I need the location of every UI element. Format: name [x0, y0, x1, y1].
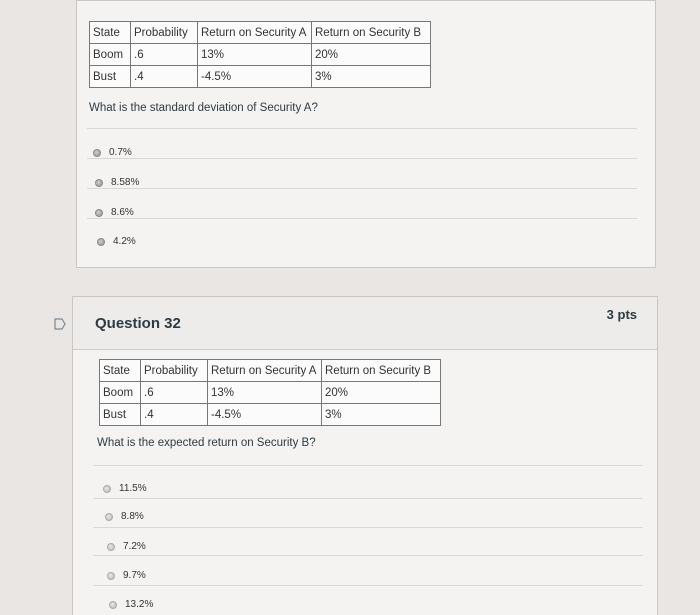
table-header-cell: Return on Security B	[322, 360, 441, 382]
divider	[93, 555, 643, 556]
question-31-card	[76, 0, 656, 268]
answer-label: 13.2%	[125, 599, 154, 610]
table-row	[90, 44, 431, 66]
divider	[87, 158, 637, 159]
divider	[93, 527, 643, 528]
table-cell: Bust	[90, 66, 131, 88]
radio-icon[interactable]	[107, 543, 115, 551]
question-header	[73, 297, 657, 350]
table-cell: 3%	[312, 66, 431, 88]
radio-icon[interactable]	[93, 149, 101, 157]
question-points: 3 pts	[606, 307, 637, 322]
table-cell: Boom	[100, 382, 141, 404]
divider	[93, 585, 643, 586]
table-header-row	[100, 360, 441, 382]
answer-option[interactable]	[107, 570, 146, 581]
flag-question-icon[interactable]	[54, 318, 66, 330]
answer-label: 9.7%	[123, 570, 146, 581]
table-header-cell: State	[90, 22, 131, 44]
table-header-cell: Probability	[141, 360, 208, 382]
answer-label: 7.2%	[123, 541, 146, 552]
question-32-card	[72, 296, 658, 615]
answer-option[interactable]	[97, 236, 136, 247]
radio-icon[interactable]	[97, 238, 105, 246]
table-cell: .4	[131, 66, 198, 88]
table-row	[100, 382, 441, 404]
answer-option[interactable]	[95, 207, 134, 218]
divider	[93, 465, 643, 466]
radio-icon[interactable]	[109, 601, 117, 609]
divider	[93, 498, 643, 499]
table-cell: -4.5%	[198, 66, 312, 88]
answer-option[interactable]	[107, 541, 146, 552]
answer-label: 0.7%	[109, 147, 132, 158]
answer-label: 8.8%	[121, 511, 144, 522]
table-cell: 20%	[322, 382, 441, 404]
answer-option[interactable]	[103, 483, 147, 494]
question-title: Question 32	[95, 315, 181, 332]
table-cell: 13%	[208, 382, 322, 404]
answer-label: 8.6%	[111, 207, 134, 218]
answer-option[interactable]	[109, 599, 153, 610]
divider	[87, 128, 637, 129]
radio-icon[interactable]	[95, 179, 103, 187]
table-cell: -4.5%	[208, 404, 322, 426]
table-row	[90, 66, 431, 88]
divider	[87, 188, 637, 189]
table-cell: .6	[131, 44, 198, 66]
table-row	[100, 404, 441, 426]
table-cell: .6	[141, 382, 208, 404]
answer-option[interactable]	[95, 177, 139, 188]
table-cell: Bust	[100, 404, 141, 426]
question-prompt: What is the expected return on Security B?	[97, 437, 316, 449]
table-header-row	[90, 22, 431, 44]
radio-icon[interactable]	[105, 513, 113, 521]
table-header-cell: State	[100, 360, 141, 382]
question-prompt: What is the standard deviation of Security A?	[89, 102, 318, 114]
table-header-cell: Return on Security A	[208, 360, 322, 382]
table-cell: 3%	[322, 404, 441, 426]
table-header-cell: Probability	[131, 22, 198, 44]
radio-icon[interactable]	[103, 485, 111, 493]
answer-label: 11.5%	[119, 483, 147, 494]
answer-label: 8.58%	[111, 177, 140, 188]
table-cell: 13%	[198, 44, 312, 66]
answer-option[interactable]	[105, 511, 144, 522]
table-header-cell: Return on Security B	[312, 22, 431, 44]
security-table	[89, 21, 431, 88]
security-table	[99, 359, 441, 426]
radio-icon[interactable]	[95, 209, 103, 217]
table-cell: Boom	[90, 44, 131, 66]
answer-option[interactable]	[93, 147, 132, 158]
table-cell: 20%	[312, 44, 431, 66]
radio-icon[interactable]	[107, 572, 115, 580]
table-cell: .4	[141, 404, 208, 426]
divider	[87, 218, 637, 219]
answer-label: 4.2%	[113, 236, 136, 247]
table-header-cell: Return on Security A	[198, 22, 312, 44]
